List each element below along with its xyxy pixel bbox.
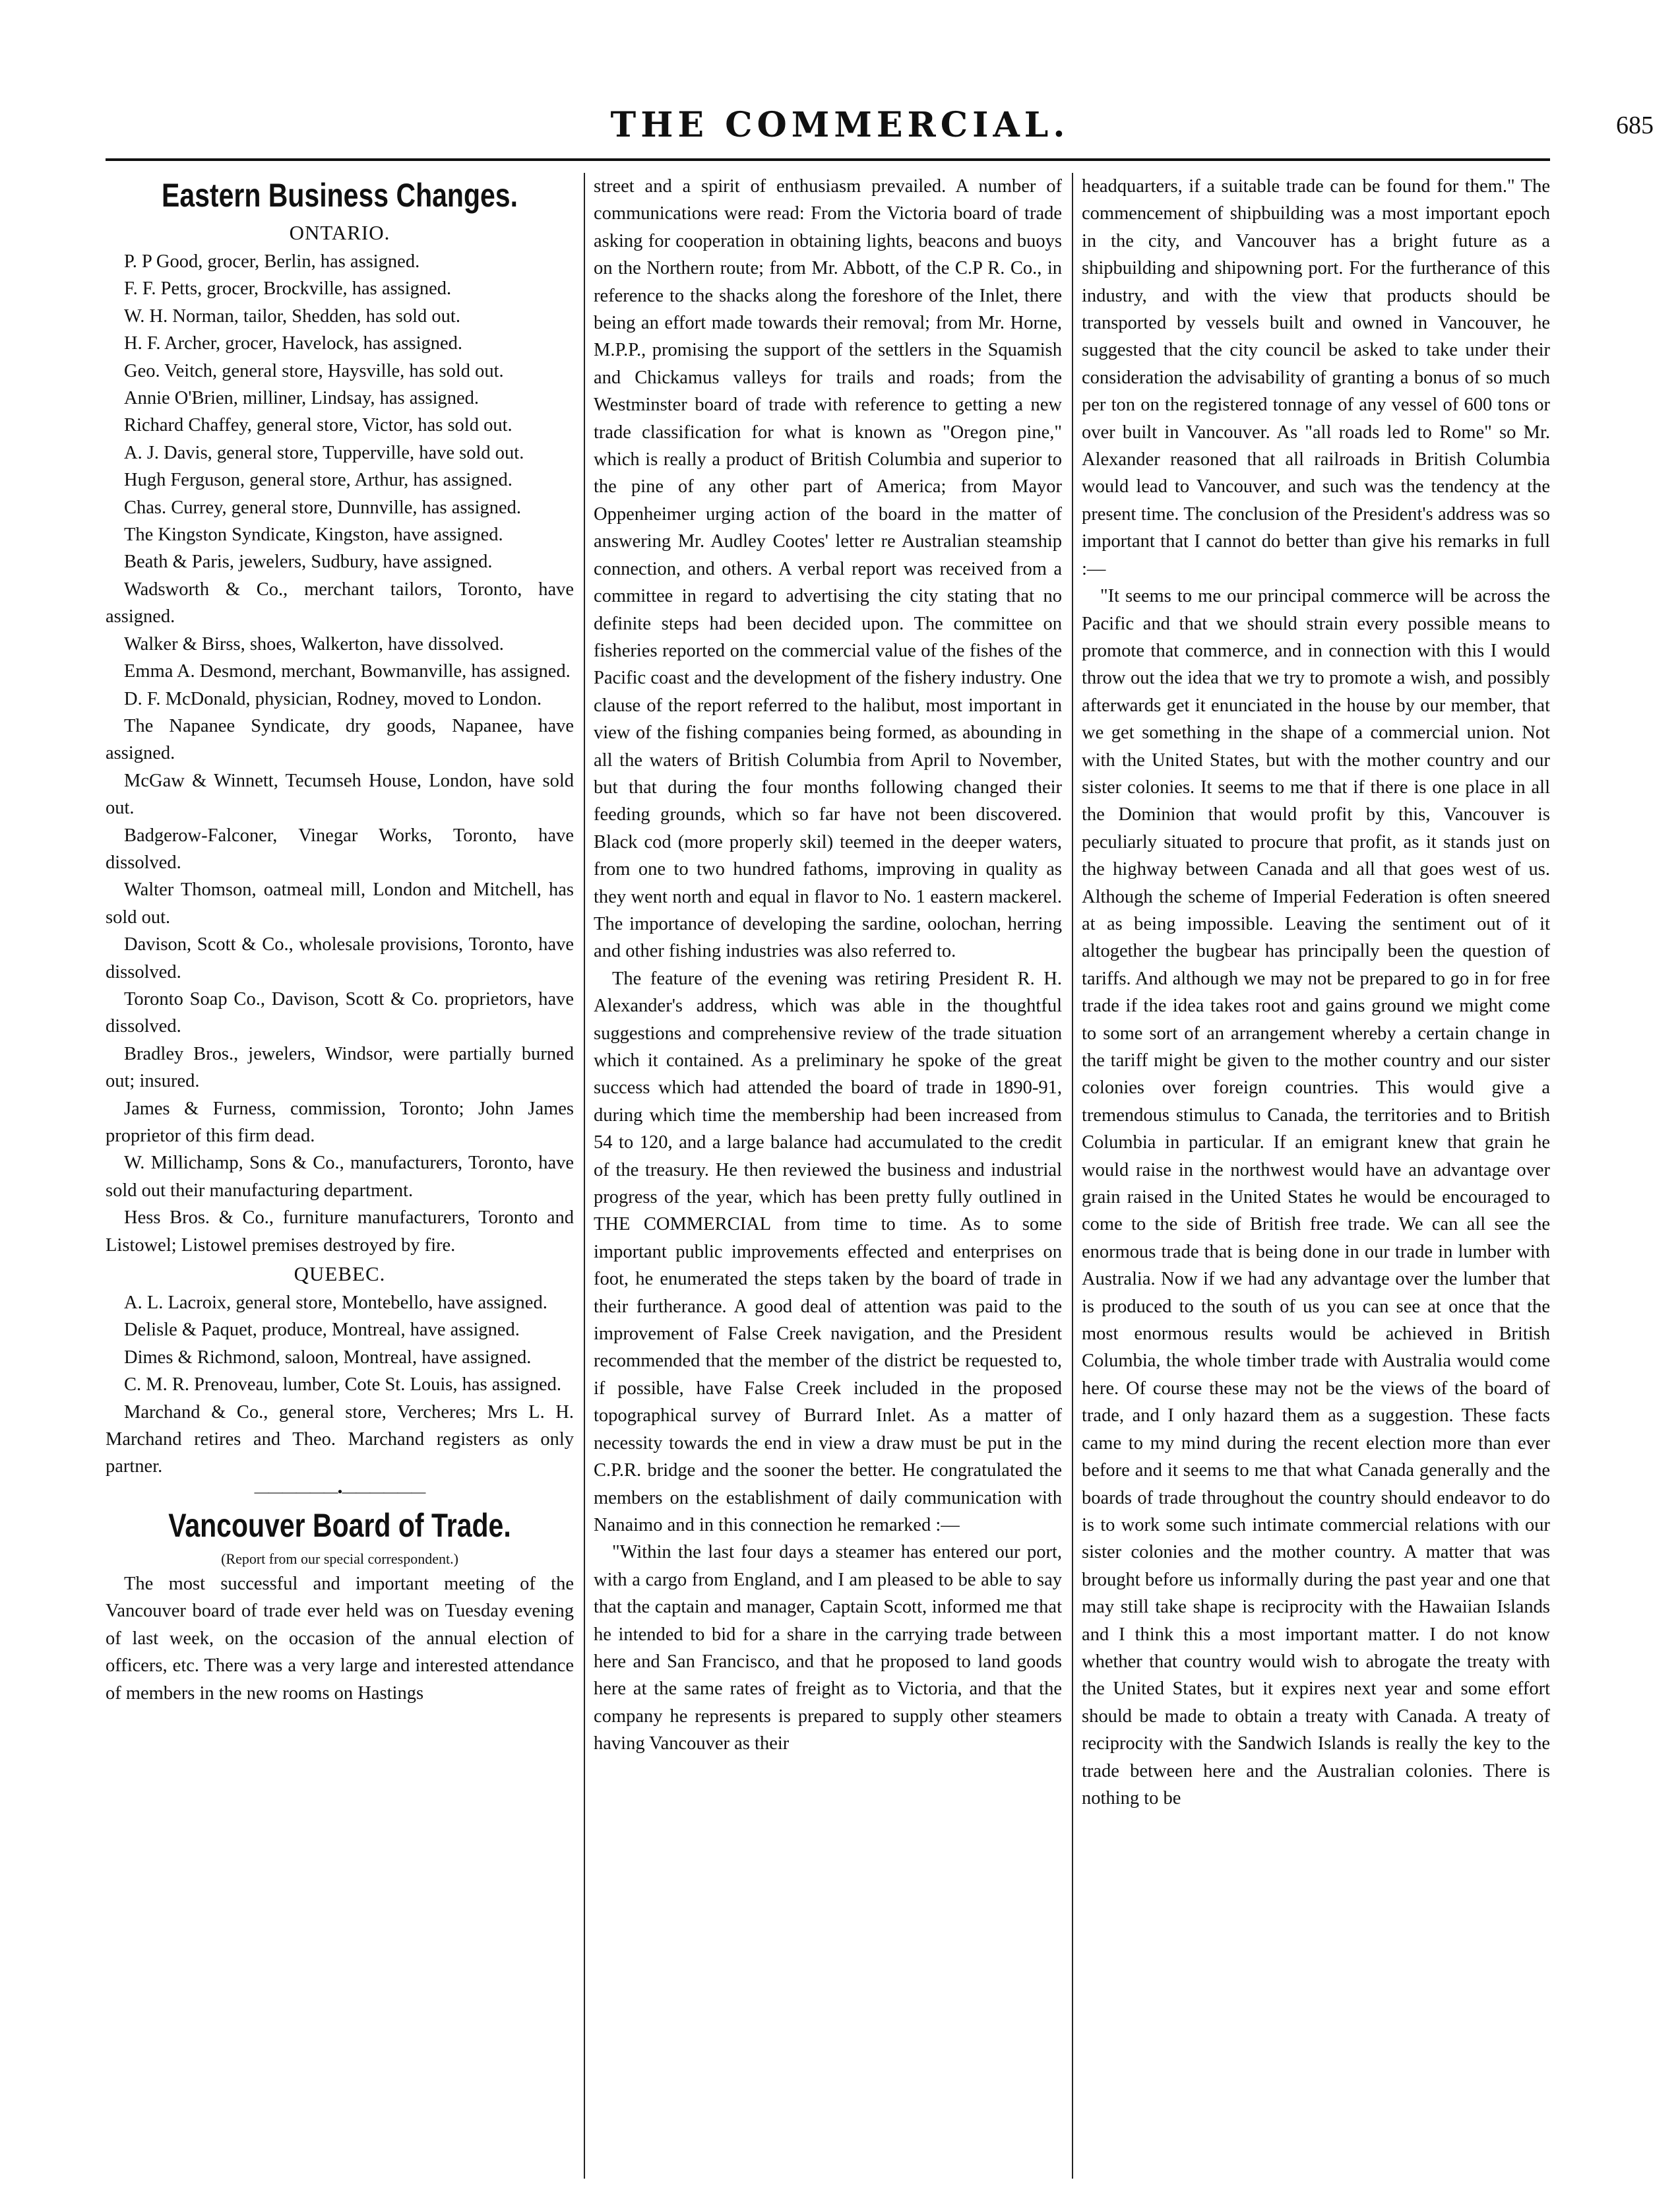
column-rule [1072,173,1073,2179]
list-item: Walker & Birss, shoes, Walkerton, have dissolved. [124,633,504,655]
column-2 [594,173,1062,2179]
correspondent-note: (Report from our special correspondent.) [221,1550,458,1567]
masthead [0,102,1680,148]
list-item: Hugh Ferguson, general store, Arthur, has assigned. [124,470,513,491]
list-item: A. L. Lacroix, general store, Montebello, have assigned. [124,1293,547,1314]
list-item: The Kingston Syndicate, Kingston, have assigned. [124,525,503,546]
list-item: Badgerow-Falconer, Vinegar Works, Toronto, have dissolved. [106,825,574,873]
list-item: James & Furness, commission, Toronto; John James proprietor of this firm dead. [106,1098,574,1146]
list-item: F. F. Petts, grocer, Brockville, has assigned. [124,278,452,300]
list-item: Chas. Currey, general store, Dunnville, has assigned. [124,497,522,518]
list-item: W. H. Norman, tailor, Shedden, has sold out. [124,305,460,327]
section-divider: ——————•—————— [254,1483,425,1500]
list-item: Marchand & Co., general store, Vercheres; Mrs L. H. Marchand retires and Theo. Marchand registers as only partner. [106,1401,574,1477]
list-item: Dimes & Richmond, saloon, Montreal, have assigned. [124,1347,532,1368]
list-item: Wadsworth & Co., merchant tailors, Toronto, have assigned. [106,579,574,627]
column-rule [584,173,585,2179]
list-item: The Napanee Syndicate, dry goods, Napanee, have assigned. [106,715,574,764]
list-item: Bradley Bros., jewelers, Windsor, were partially burned out; insured. [106,1043,574,1092]
list-item: H. F. Archer, grocer, Havelock, has assigned. [124,333,463,354]
list-item: Walter Thomson, oatmeal mill, London and Mitchell, has sold out. [106,880,574,928]
list-item: C. M. R. Prenoveau, lumber, Cote St. Louis, has assigned. [124,1374,562,1395]
column-3 [1082,173,1550,2179]
article-paragraph: headquarters, if a suitable trade can be found for them." The commencement of shipbuilding was a most important epoch in the city, and Vancouver has a bright future as a shipbuilding and shipowning port. For the furtherance of this industry, and with the view that products should be transported by vessels built and owned in Vancouver, he suggested that the city council be asked to take under their consideration the advisability of granting a bonus of so much per ton on the registered tonnage of any vessel of 600 tons or over built in Vancouver. As "all roads led to Rome" so Mr. Alexander reasoned that all railroads in British Columbia would lead to Vancouver, and such was the tendency at the present time. The conclusion of the President's address was so important that I cannot do better than give his remarks in full :— [1082,176,1550,579]
list-item: McGaw & Winnett, Tecumseh House, London, have sold out. [106,770,574,819]
article-paragraph: street and a spirit of enthusiasm prevailed. A number of communications were read: From the Victoria board of trade asking for cooperation in obtaining lights, beacons and buoys on the Northern route; from Mr. Abbott, of the C.P R. Co., in reference to the shacks along the foreshore of the Inlet, there being an effort made towards their removal; from Mr. Horne, M.P.P., promising the support of the settlers in the Squamish and Chickamus valleys for trails and roads; from the Westminster board of trade with reference to getting a new trade classification for what is known as "Oregon pine," which is really a product of British Columbia and superior to the pine of any other part of America; from Mayor Oppenheimer urging action of the board in the matter of answering Mr. Audley Cootes' letter re Australian steamship connection, and others. A verbal report was received from a committee in regard to advertising the city stating that no definite steps had been decided upon. The committee on fisheries reported on the commercial value of the fishes of the Pacific coast and the development of the fishery industry. One clause of the report referred to the halibut, most important in view of the fishing companies being formed, as abounding in all the waters of British Columbia from April to November, but that during the four months following changed their feeding grounds, which so far have not been discovered. Black cod (more properly skil) teemed in the deeper waters, from one to two hundred fathoms, improving in quality as they went north and equal in flavor to No. 1 eastern mackerel. The importance of developing the sardine, oolochan, herring and other fishing industries was also referred to. [594,176,1062,962]
list-item: Toronto Soap Co., Davison, Scott & Co. proprietors, have dissolved. [106,988,574,1037]
list-item: Richard Chaffey, general store, Victor, has sold out. [124,415,513,436]
list-item: Delisle & Paquet, produce, Montreal, have assigned. [124,1320,520,1341]
article-paragraph: "It seems to me our principal commerce will be across the Pacific and that we should strain every possible means to promote that commerce, and in connection with this I would throw out the idea that we try to promote a wish, and possibly afterwards get it enunciated in the house by our member, that we get something in the shape of a commercial union. Not with the United States, but with the mother country and our sister colonies. It seems to me that if there is one place in all the Dominion that would profit by this, Vancouver is peculiarly situated to procure that profit, as it stands just on the highway between Canada and all that goes west of us. Although the scheme of Imperial Federation is often sneered at as being impossible. Leaving the sentiment out of it altogether the bugbear has principally been the question of tariffs. And although we may not be prepared to go in for free trade if the idea takes root and gains ground we might come to some sort of an arrangement whereby a certain change in the tariff might be given to the mother country and our sister colonies over foreign countries. This would give a tremendous stimulus to Canada, the territories and to British Columbia in particular. If an emigrant knew that grain he would raise in the northwest would have an advantage over grain raised in the United States he would be encouraged to come to the side of British free trade. We can all see the enormous trade that is being done in our trade in lumber with Australia. Now if we had any advantage over the lumber that is produced to the south of us you can see at once that the most enormous results would be achieved in British Columbia, the whole timber trade with Australia would come here. Of course these may not be the views of the board of trade, and I only hazard them as a suggestion. These facts came to my mind during the recent election more than ever before and it seems to me that what Canada generally and the boards of trade throughout the country should endeavor to do is to work some such intimate commercial relations with our sister colonies and the mother country. A matter that was brought before us informally during the past year and one that may still take shape is reciprocity with the Hawaiian Islands and I think this a most important matter. I do not know whether that country would wish to abrogate the treaty with the United States, but it expires next year and some effort should be made to obtain a treaty with Canada. A treaty of reciprocity with the Sandwich Islands is really the key to the trade between here and the Australian colonies. There is nothing to be [1082,586,1550,1808]
article-paragraph: "Within the last four days a steamer has entered our port, with a cargo from England, and I am pleased to be able to say that the captain and manager, Captain Scott, informed me that he intended to bid for a share in the carrying trade between here and San Francisco, and that he proposed to land goods here at the same rates of freight as to Victoria, and that the company he represents is prepared to supply other steamers having Vancouver as their [594,1542,1062,1754]
list-item: Annie O'Brien, milliner, Lindsay, has assigned. [124,388,480,409]
article-paragraph: The most successful and important meeting of the Vancouver board of trade ever held was on Tuesday evening of last week, on the occasion of the annual election of officers, etc. There was a very large and interested attendance of members in the new rooms on Hastings [106,1573,574,1704]
subheading-ontario: ONTARIO. [289,221,390,244]
section-heading-eastern-business-changes: Eastern Business Changes. [161,177,518,214]
article-paragraph: The feature of the evening was retiring President R. H. Alexander's address, which was able in the thoughtful suggestions and comprehensive review of the trade situation which it contained. As a preliminary he spoke of the great success which had attended the board of trade in 1890-91, during which time the membership had been increased from 54 to 120, and a large balance had accumulated to the credit of the treasury. He then reviewed the business and industrial progress of the year, which has been pretty fully outlined in THE COMMERCIAL from time to time. As to some important public improvements effected and enterprises on foot, he enumerated the steps taken by the board of trade in their furtherance. A good deal of attention was paid to the improvement of False Creek navigation, and the President recommended that the member of the district be requested to, if possible, have False Creek included in the proposed topographical survey of Burrard Inlet. As a matter of necessity towards the end in view a draw must be put in the C.P.R. bridge and the sooner the better. He congratulated the members on the establishment of daily communication with Nanaimo and in this connection he remarked :— [594,968,1062,1535]
list-item: Geo. Veitch, general store, Haysville, has sold out. [124,360,504,381]
list-item: Beath & Paris, jewelers, Sudbury, have assigned. [124,552,493,573]
masthead-title: THE COMMERCIAL. [610,105,1070,145]
page-number: 685 [1616,112,1654,139]
list-item: Emma A. Desmond, merchant, Bowmanville, has assigned. [124,661,571,682]
list-item: Davison, Scott & Co., wholesale provisions, Toronto, have dissolved. [106,934,574,982]
subheading-quebec: QUEBEC. [294,1262,386,1286]
list-item: D. F. McDonald, physician, Rodney, moved to London. [124,688,542,709]
section-heading-vancouver-board-of-trade: Vancouver Board of Trade. [168,1506,511,1544]
list-item: P. P Good, grocer, Berlin, has assigned. [124,251,420,272]
list-item: Hess Bros. & Co., furniture manufacturers, Toronto and Listowel; Listowel premises destroyed by fire. [106,1207,574,1256]
masthead-rule [106,158,1550,161]
list-item: A. J. Davis, general store, Tupperville, have sold out. [124,442,524,463]
list-item: W. Millichamp, Sons & Co., manufacturers, Toronto, have sold out their manufacturing department. [106,1153,574,1201]
column-1 [106,173,574,2179]
